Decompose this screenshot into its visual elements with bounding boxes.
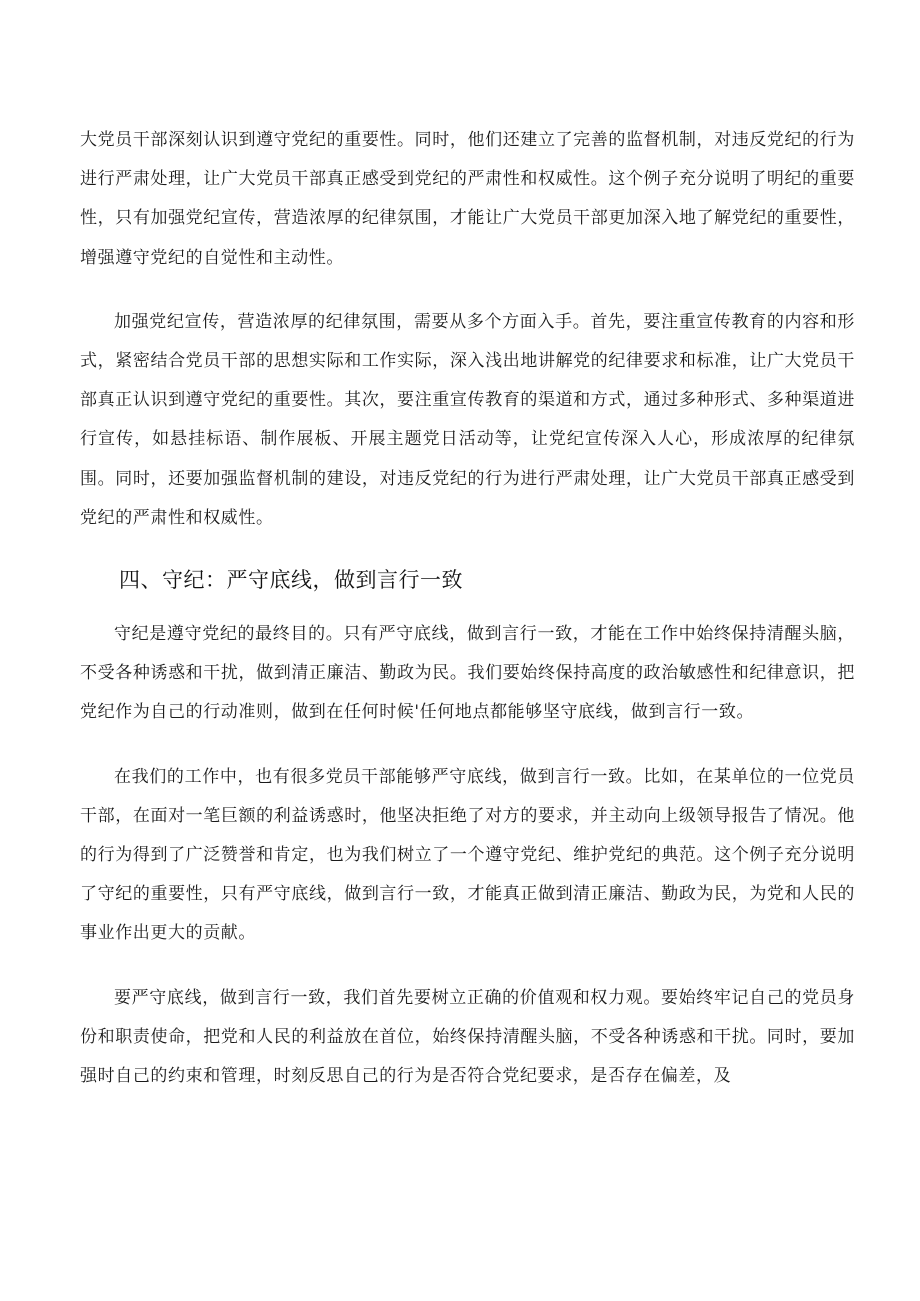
paragraph-continued: 大党员干部深刻认识到遵守党纪的重要性。同时，他们还建立了完善的监督机制，对违反党纪的行为进行严肃处理，让广大党员干部真正感受到党纪的严肃性和权威性。这个例子充分说明了明纪的重要性，只有加强党纪宣传，营造浓厚的纪律氛围，才能让广大党员干部更加深入地了解党纪的重要性，增强遵守党纪的自觉性和主动性。 bbox=[80, 130, 855, 268]
paragraph: 守纪是遵守党纪的最终目的。只有严守底线，做到言行一致，才能在工作中始终保持清醒头脑，不受各种诱惑和干扰，做到清正廉洁、勤政为民。我们要始终保持高度的政治敏感性和纪律意识，把党纪作为自己的行动准则，做到在任何时候'任何地点都能够坚守底线，做到言行一致。 bbox=[80, 624, 855, 723]
section-heading: 四、守纪：严守底线，做到言行一致 bbox=[119, 568, 463, 593]
paragraph: 加强党纪宣传，营造浓厚的纪律氛围，需要从多个方面入手。首先，要注重宣传教育的内容和形式，紧密结合党员干部的思想实际和工作实际，深入浅出地讲解党的纪律要求和标准，让广大党员干部真正认识到遵守党纪的重要性。其次，要注重宣传教育的渠道和方式，通过多种形式、多种渠道进行宣传，如悬挂标语、制作展板、开展主题党日活动等，让党纪宣传深入人心，形成浓厚的纪律氛围。同时，还要加强监督机制的建设，对违反党纪的行为进行严肃处理，让广大党员干部真正感受到党纪的严肃性和权威性。 bbox=[80, 311, 855, 528]
document-body bbox=[80, 121, 855, 1096]
paragraph-truncated: 要严守底线，做到言行一致，我们首先要树立正确的价值观和权力观。要始终牢记自己的党员身份和职责使命，把党和人民的利益放在首位，始终保持清醒头脑，不受各种诱惑和干扰。同时，要加强时自己的约束和管理，时刻反思自己的行为是否符合党纪要求，是否存在偏差，及 bbox=[80, 987, 855, 1087]
paragraph: 在我们的工作中，也有很多党员干部能够严守底线，做到言行一致。比如，在某单位的一位党员干部，在面对一笔巨额的利益诱惑时，他坚决拒绝了对方的要求，并主动向上级领导报告了情况。他的行为得到了广泛赞誉和肯定，也为我们树立了一个遵守党纪、维护党纪的典范。这个例子充分说明了守纪的重要性，只有严守底线，做到言行一致，才能真正做到清正廉洁、勤政为民，为党和人民的事业作出更大的贡献。 bbox=[80, 766, 855, 944]
